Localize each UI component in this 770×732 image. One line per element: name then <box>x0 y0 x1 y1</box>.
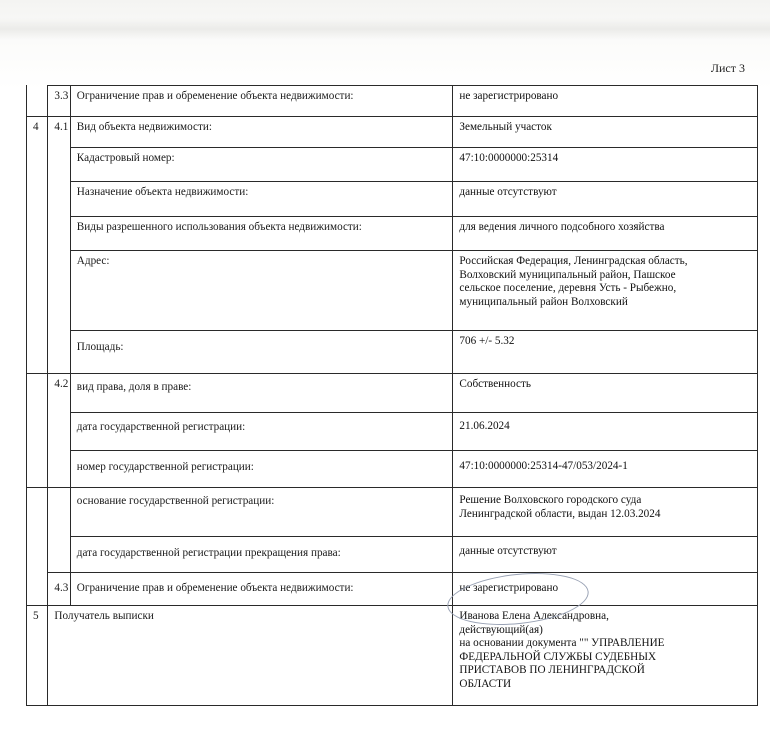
field-value: для ведения личного подсобного хозяйства <box>453 217 758 251</box>
basis-line: Ленинградской области, выдан 12.03.2024 <box>459 507 661 520</box>
table-row <box>27 217 758 251</box>
field-label: Адрес: <box>70 251 453 331</box>
recipient-line: действующий(ая) <box>459 623 543 636</box>
field-value: Собственность <box>453 374 758 413</box>
recipient-line: ПРИСТАВОВ ПО ЛЕНИНГРАДСКОЙ <box>459 664 645 676</box>
address-line: сельское поселение, деревня Усть - Рыбежно, <box>459 282 677 294</box>
field-label: Вид объекта недвижимости: <box>70 117 453 148</box>
field-value: данные отсутствуют <box>453 537 758 573</box>
table-row <box>27 251 758 331</box>
address-line: муниципальный район Волховский <box>459 295 628 308</box>
field-label: дата государственной регистрации: <box>70 413 453 451</box>
recipient-line: на основании документа "" УПРАВЛЕНИЕ <box>459 637 665 649</box>
field-value: не зарегистрировано <box>453 573 758 606</box>
field-value: Земельный участок <box>453 117 758 148</box>
table-row <box>27 488 758 537</box>
recipient-line: Иванова Елена Александровна, <box>459 610 609 622</box>
table-row <box>27 451 758 488</box>
field-label: Площадь: <box>70 331 453 374</box>
table-row <box>27 86 758 117</box>
recipient-line: ОБЛАСТИ <box>459 677 512 690</box>
field-value: 21.06.2024 <box>453 413 758 451</box>
address-line: Волховский муниципальный район, Пашское <box>459 268 676 281</box>
field-label: основание государственной регистрации: <box>70 488 453 537</box>
registration-basis-value <box>453 488 758 537</box>
field-label: дата государственной регистрации прекращения права: <box>70 537 453 573</box>
table-row <box>27 573 758 606</box>
table-row <box>27 606 758 706</box>
field-value: данные отсутствуют <box>453 182 758 217</box>
field-value: не зарегистрировано <box>453 86 758 117</box>
field-label: Ограничение прав и обременение объекта недвижимости: <box>70 86 453 117</box>
table-row <box>27 182 758 217</box>
field-value: 706 +/- 5.32 <box>453 331 758 374</box>
field-label: номер государственной регистрации: <box>70 451 453 488</box>
table-row <box>27 413 758 451</box>
table-row <box>27 117 758 148</box>
subsection-number: 3.3 <box>48 86 70 117</box>
subsection-number: 4.2 <box>48 374 70 413</box>
field-label: Назначение объекта недвижимости: <box>70 182 453 217</box>
table-row <box>27 374 758 413</box>
field-label: Получатель выписки <box>48 606 453 706</box>
address-line: Российская Федерация, Ленинградская область, <box>459 255 688 267</box>
subsection-number: 4.3 <box>48 573 70 606</box>
section-number: 4 <box>27 117 48 148</box>
field-label: вид права, доля в праве: <box>70 374 453 413</box>
recipient-line: ФЕДЕРАЛЬНОЙ СЛУЖБЫ СУДЕБНЫХ <box>459 650 657 663</box>
scan-fold-shadow <box>0 18 770 40</box>
address-value <box>453 251 758 331</box>
field-value: 47:10:0000000:25314 <box>453 148 758 182</box>
section-number: 5 <box>27 606 48 706</box>
table-row <box>27 331 758 374</box>
table-row <box>27 148 758 182</box>
field-label: Ограничение прав и обременение объекта недвижимости: <box>70 573 453 606</box>
basis-line: Решение Волховского городского суда <box>459 494 642 506</box>
table-row <box>27 537 758 573</box>
field-label: Виды разрешенного использования объекта недвижимости: <box>70 217 453 251</box>
field-label: Кадастровый номер: <box>70 148 453 182</box>
subsection-number: 4.1 <box>48 117 70 148</box>
extract-table <box>26 85 758 706</box>
section-number <box>27 86 48 117</box>
field-value: 47:10:0000000:25314-47/053/2024-1 <box>453 451 758 488</box>
sheet-number: Лист 3 <box>710 61 745 75</box>
